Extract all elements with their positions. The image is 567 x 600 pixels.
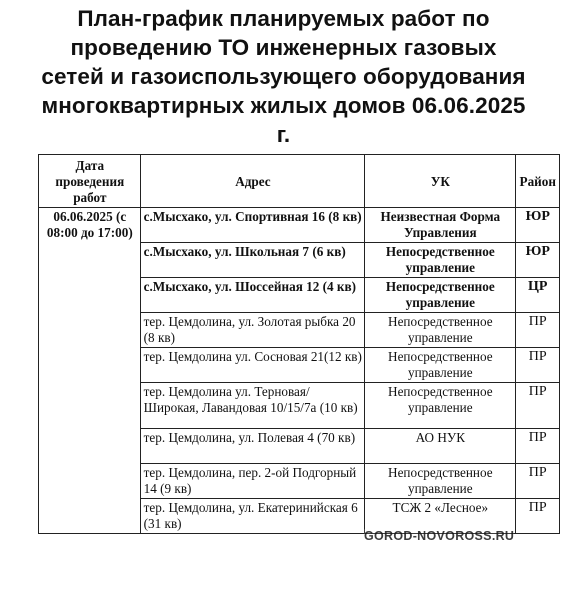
address-cell: с.Мысхако, ул. Школьная 7 (6 кв) <box>140 243 364 278</box>
district-cell: ПР <box>515 383 560 429</box>
district-cell: ПР <box>515 348 560 383</box>
title-line: План-график планируемых работ по <box>77 6 490 31</box>
address-cell: тер. Цемдолина, ул. Екатеринийская 6 (31 кв) <box>140 499 364 534</box>
address-cell: с.Мысхако, ул. Шоссейная 12 (4 кв) <box>140 278 364 313</box>
header-address: Адрес <box>140 155 364 208</box>
header-uk: УК <box>365 155 515 208</box>
title-line: г. <box>276 122 291 147</box>
uk-cell: Непосредственное управление <box>365 243 515 278</box>
address-cell: тер. Цемдолина ул. Терновая/ Широкая, Лавандовая 10/15/7а (10 кв) <box>140 383 364 429</box>
title-line: сетей и газоиспользующего оборудования <box>41 64 526 89</box>
uk-cell: Непосредственное управление <box>365 348 515 383</box>
header-date: Дата проведения работ <box>39 155 141 208</box>
uk-cell: Непосредственное управление <box>365 278 515 313</box>
document-title <box>0 4 567 149</box>
title-line: проведению ТО инженерных газовых <box>70 35 497 60</box>
table-row <box>39 208 560 243</box>
address-cell: тер. Цемдолина, ул. Полевая 4 (70 кв) <box>140 429 364 464</box>
district-cell: ПР <box>515 464 560 499</box>
district-cell: ПР <box>515 313 560 348</box>
district-cell: ПР <box>515 429 560 464</box>
header-district: Район <box>515 155 560 208</box>
district-cell: ЮР <box>515 243 560 278</box>
district-cell: ЮР <box>515 208 560 243</box>
address-cell: тер. Цемдолина, ул. Золотая рыбка 20 (8 кв) <box>140 313 364 348</box>
title-line: многоквартирных жилых домов 06.06.2025 <box>41 93 526 118</box>
watermark: GOROD-NOVOROSS.RU <box>364 529 515 543</box>
address-cell: тер. Цемдолина, пер. 2-ой Подгорный 14 (9 кв) <box>140 464 364 499</box>
uk-cell: Непосредственное управление <box>365 383 515 429</box>
table-header-row <box>39 155 560 208</box>
uk-cell: АО НУК <box>365 429 515 464</box>
uk-cell: ТСЖ 2 «Лесное» <box>365 499 515 534</box>
address-cell: тер. Цемдолина ул. Сосновая 21(12 кв) <box>140 348 364 383</box>
schedule-table <box>38 154 560 534</box>
date-cell: 06.06.2025 (с 08:00 до 17:00) <box>39 208 141 534</box>
uk-cell: Непосредственное управление <box>365 464 515 499</box>
district-cell: ЦР <box>515 278 560 313</box>
district-cell: ПР <box>515 499 560 534</box>
uk-cell: Непосредственное управление <box>365 313 515 348</box>
address-cell: с.Мысхако, ул. Спортивная 16 (8 кв) <box>140 208 364 243</box>
uk-cell: Неизвестная Форма Управления <box>365 208 515 243</box>
